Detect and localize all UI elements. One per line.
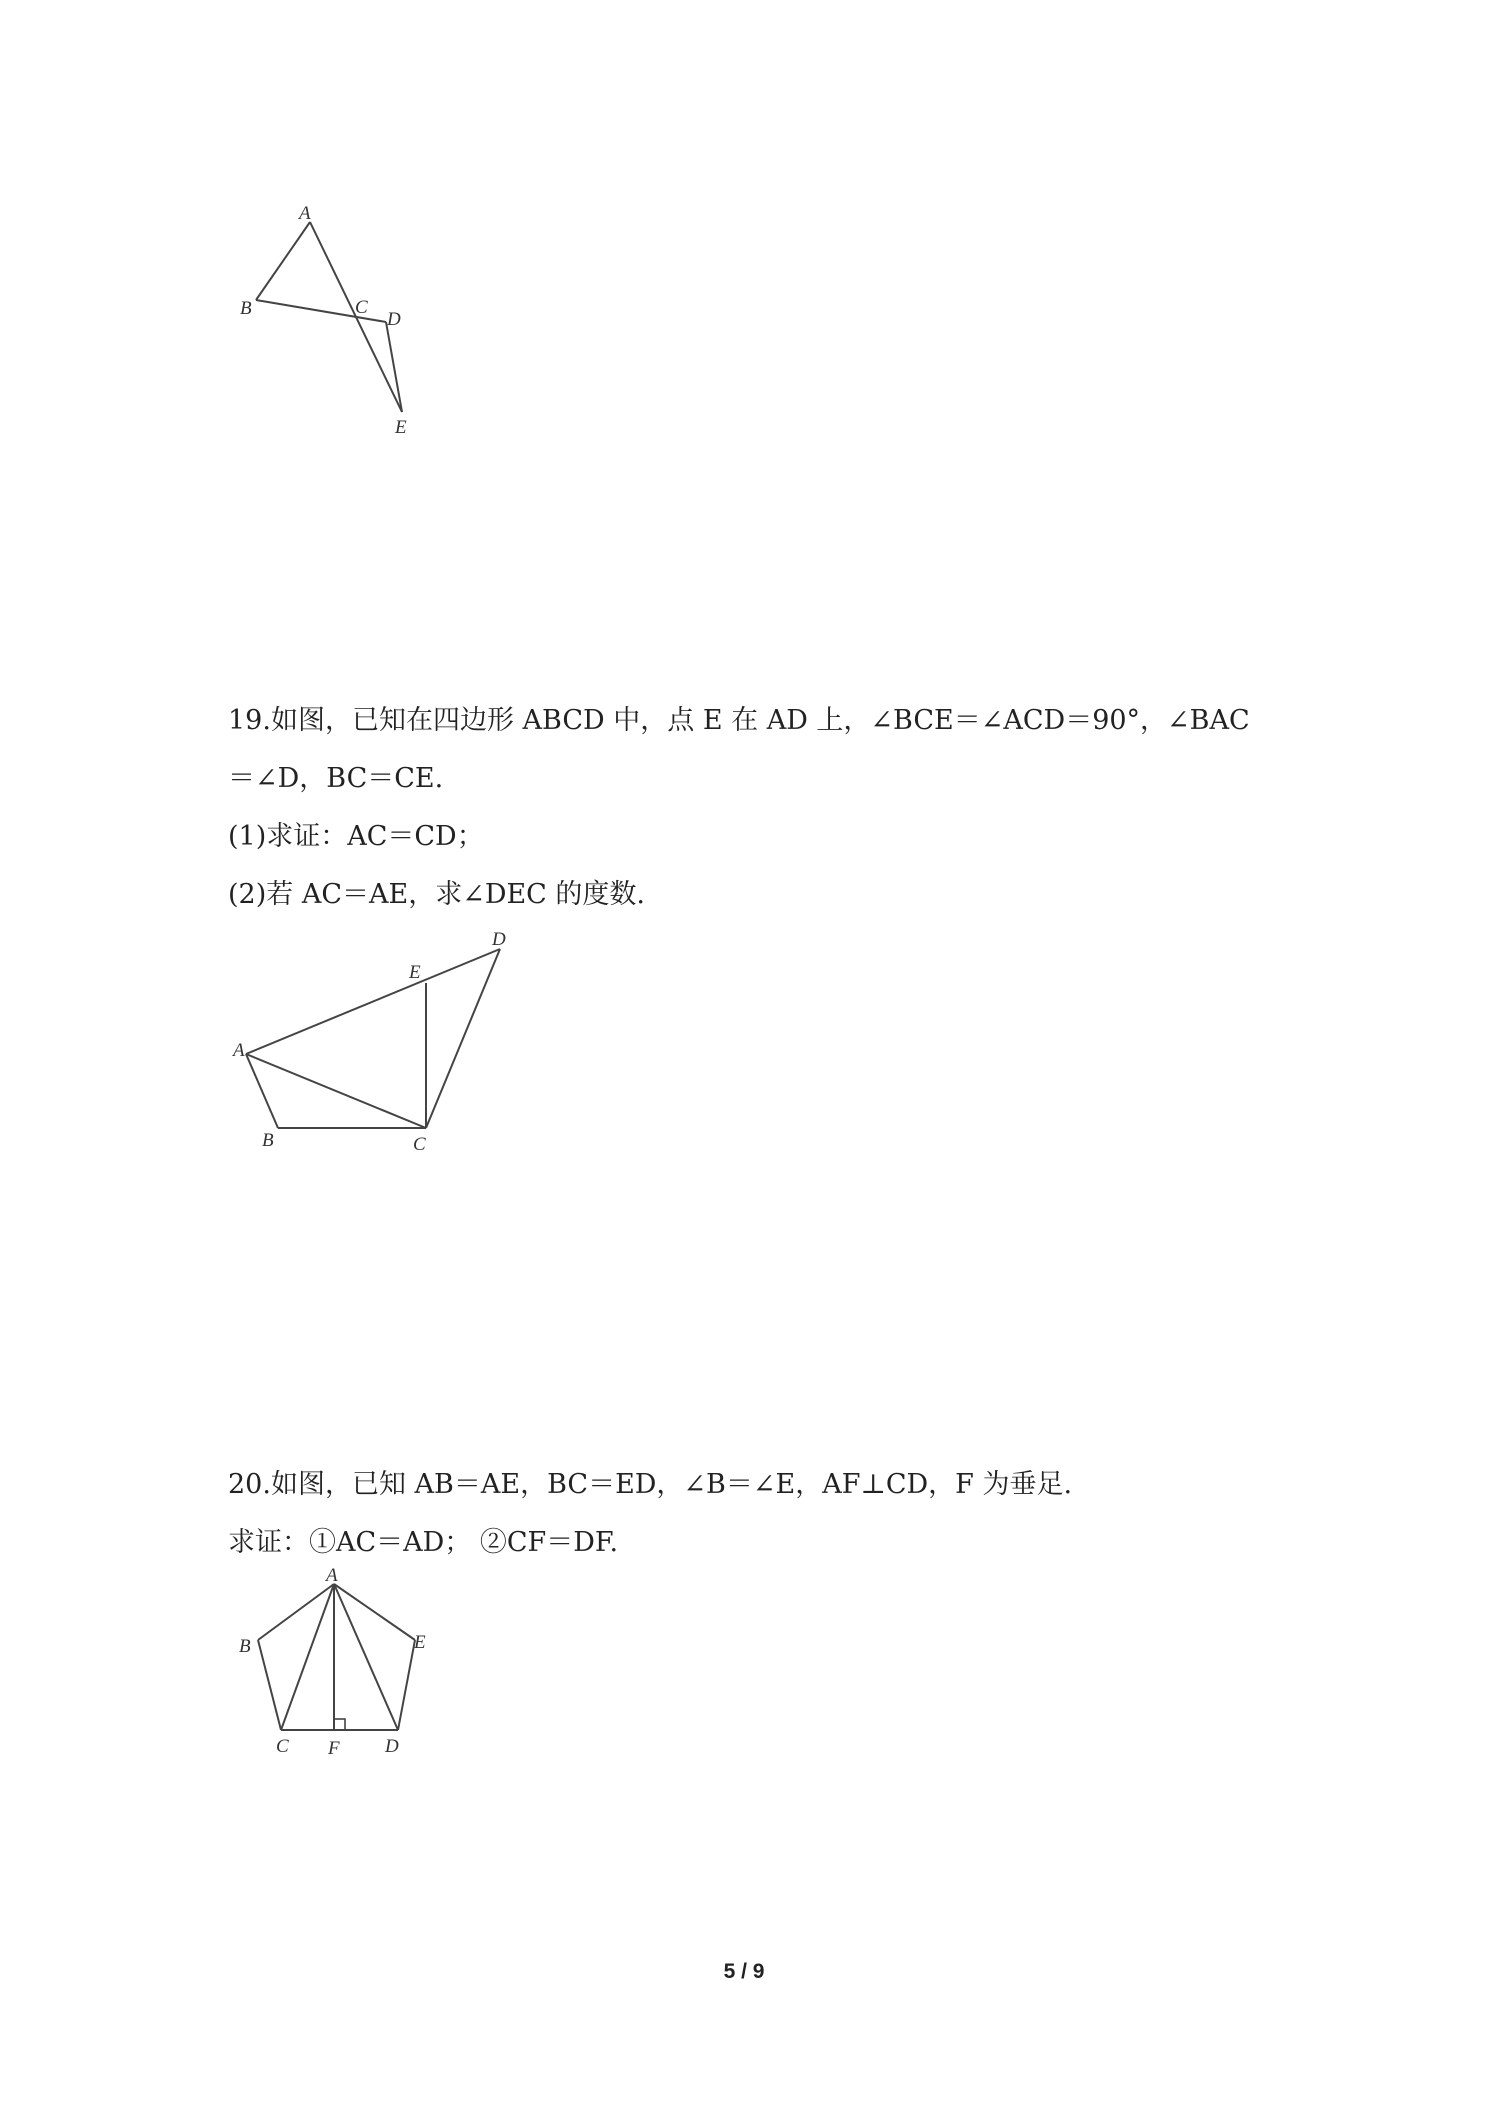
figure-triangles-abc-cde xyxy=(230,195,450,445)
label-e: E xyxy=(395,417,407,438)
label-c: C xyxy=(355,297,368,318)
question-20-line-2: 求证：①AC＝AD； ②CF＝DF. xyxy=(228,1527,619,1558)
segment-ac xyxy=(281,1584,334,1730)
label-c: C xyxy=(276,1736,289,1757)
label-c: C xyxy=(413,1134,426,1155)
question-19-part-2: (2)若 AC＝AE，求∠DEC 的度数. xyxy=(228,879,645,910)
label-a: A xyxy=(299,203,311,224)
label-e: E xyxy=(409,962,421,983)
question-19-part-1: (1)求证：AC＝CD； xyxy=(228,821,484,852)
figure-pentagon-abcde xyxy=(230,1560,450,1760)
label-d: D xyxy=(385,1736,399,1757)
segment-de xyxy=(386,322,402,412)
label-e: E xyxy=(414,1632,426,1653)
label-b: B xyxy=(239,1636,251,1657)
label-b: B xyxy=(262,1130,274,1151)
question-19 xyxy=(228,692,1250,924)
segment-bc xyxy=(258,1640,281,1730)
label-a: A xyxy=(326,1565,338,1586)
label-d: D xyxy=(492,929,506,950)
label-f: F xyxy=(328,1738,340,1759)
label-b: B xyxy=(240,298,252,319)
figure-quadrilateral-abcd xyxy=(225,920,525,1160)
question-19-line-1: 19.如图，已知在四边形 ABCD 中，点 E 在 AD 上，∠BCE＝∠ACD＝90°，∠BAC xyxy=(228,705,1250,736)
label-d: D xyxy=(387,309,401,330)
question-19-line-2: ＝∠D，BC＝CE. xyxy=(228,763,444,794)
segment-ab xyxy=(258,1584,334,1640)
label-a: A xyxy=(233,1040,245,1061)
segment-ab xyxy=(256,222,310,300)
question-20-line-1: 20.如图，已知 AB＝AE，BC＝ED，∠B＝∠E，AF⊥CD，F 为垂足. xyxy=(228,1469,1073,1500)
segment-ad xyxy=(246,949,500,1054)
segment-de xyxy=(398,1640,415,1730)
right-angle-mark xyxy=(334,1719,345,1730)
question-20 xyxy=(228,1456,1072,1572)
page-number: 5 / 9 xyxy=(723,1960,765,1983)
